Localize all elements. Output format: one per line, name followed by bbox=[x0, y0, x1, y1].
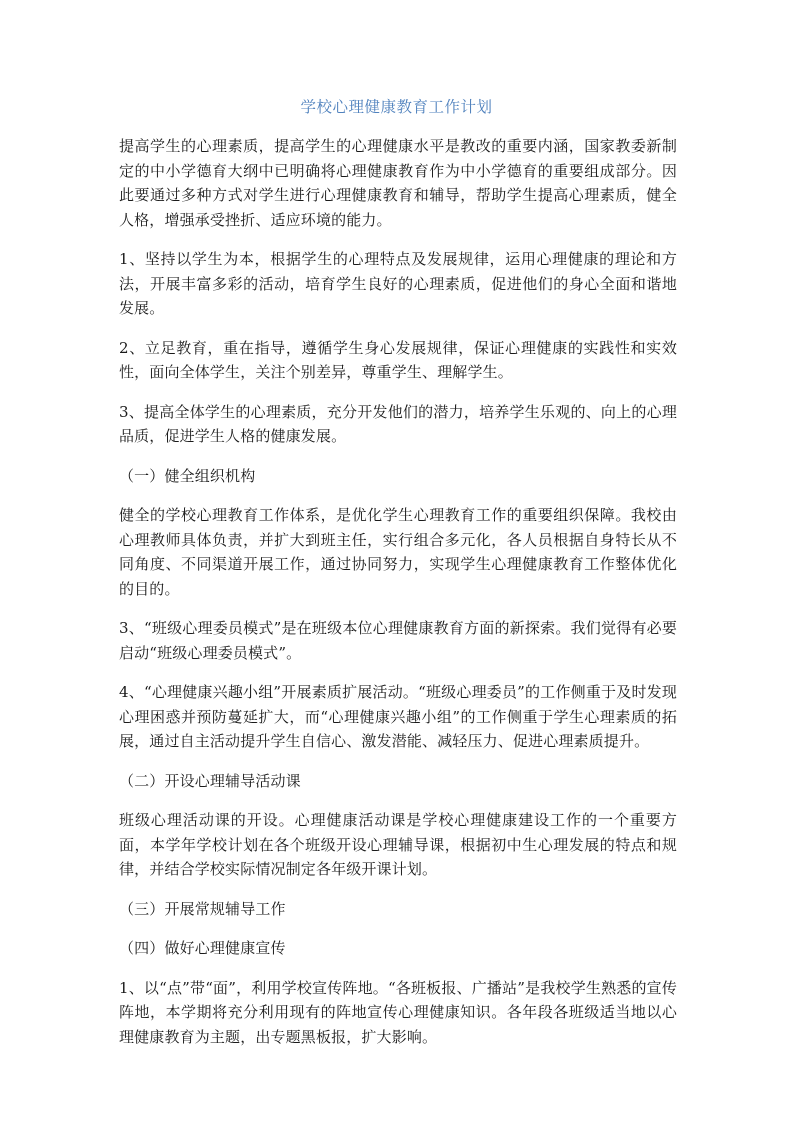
class-committee-paragraph: 3、“班级心理委员模式”是在班级本位心理健康教育方面的新探索。我们觉得有必要启动“班级心理委员模式”。 bbox=[119, 619, 677, 662]
section-4-heading: （四）做好心理健康宣传 bbox=[119, 939, 286, 957]
section-3-heading: （三）开展常规辅导工作 bbox=[119, 899, 286, 918]
interest-group-paragraph: 4、“心理健康兴趣小组”开展素质扩展活动。“班级心理委员”的工作侧重于及时发现心理困惑并预防蔓延扩大，而“心理健康兴趣小组”的工作侧重于学生心理素质的拓展，通过自主活动提升学生自信心、激发潜能、减轻压力、促进心理素质提升。 bbox=[119, 683, 677, 750]
principle-1-paragraph: 1、坚持以学生为本，根据学生的心理特点及发展规律，运用心理健康的理论和方法，开展丰富多彩的活动，培育学生良好的心理素质，促进他们的身心全面和谐地发展。 bbox=[119, 250, 677, 317]
principle-2-paragraph: 2、立足教育，重在指导，遵循学生身心发展规律，保证心理健康的实践性和实效性，面向全体学生，关注个别差异，尊重学生、理解学生。 bbox=[119, 338, 677, 381]
intro-paragraph: 提高学生的心理素质，提高学生的心理健康水平是教改的重要内涵，国家教委新制定的中小学德育大纲中已明确将心理健康教育作为中小学德育的重要组成部分。因此要通过多种方式对学生进行心理健康教育和辅导，帮助学生提高心理素质，健全人格，增强承受挫折、适应环境的能力。 bbox=[119, 137, 677, 229]
section-2-heading: （二）开设心理辅导活动课 bbox=[119, 771, 301, 790]
principle-3-paragraph: 3、提高全体学生的心理素质，充分开发他们的潜力，培养学生乐观的、向上的心理品质，促进学生人格的健康发展。 bbox=[119, 402, 677, 445]
document-body bbox=[119, 134, 677, 1064]
activity-class-paragraph: 班级心理活动课的开设。心理健康活动课是学校心理健康建设工作的一个重要方面，本学年学校计划在各个班级开设心理辅导课，根据初中生心理发展的特点和规律，并结合学校实际情况制定各年级开课计划。 bbox=[119, 811, 677, 878]
document-title: 学校心理健康教育工作计划 bbox=[300, 98, 493, 116]
organization-paragraph: 健全的学校心理教育工作体系，是优化学生心理教育工作的重要组织保障。我校由心理教师具体负责，并扩大到班主任，实行组合多元化，各人员根据自身特长从不同角度、不同渠道开展工作，通过协同努力，实现学生心理健康教育工作整体优化的目的。 bbox=[119, 506, 677, 598]
publicity-paragraph: 1、以“点”带“面”，利用学校宣传阵地。“各班板报、广播站”是我校学生熟悉的宣传阵地，本学期将充分利用现有的阵地宣传心理健康知识。各年段各班级适当地以心理健康教育为主题，出专题黑板报，扩大影响。 bbox=[119, 978, 677, 1046]
section-1-heading: （一）健全组织机构 bbox=[119, 466, 256, 485]
